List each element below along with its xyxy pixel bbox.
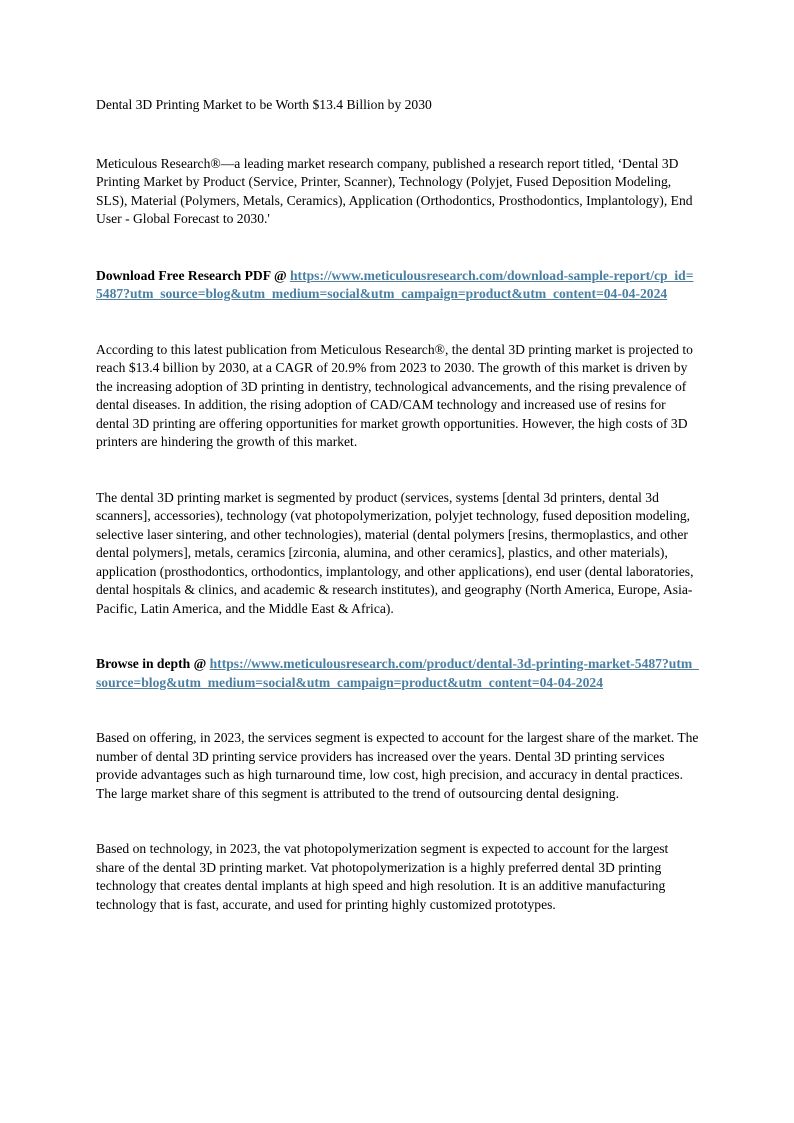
segmentation-paragraph: The dental 3D printing market is segmented by product (services, systems [dental 3d printers, dental 3d scanners], accessories), technology (vat photopolymerization, polyjet technology, fused deposition modeling, selective laser sintering, and other technologies), material (dental polymers [resins, thermoplastics, and other dental polymers], metals, ceramics [zirconia, alumina, and other ceramics], plastics, and other materials), application (prosthodontics, orthodontics, implantology, and other applications), end user (dental laboratories, dental hospitals & clinics, and academic & research institutes), and geography (North America, Europe, Asia-Pacific, Latin America, and the Middle East & Africa). [96, 489, 694, 616]
market-overview-paragraph: According to this latest publication from Meticulous Research®, the dental 3D printing market is projected to reach $13.4 billion by 2030, at a CAGR of 20.9% from 2023 to 2030. The growth of this market is driven by the increasing adoption of 3D printing in dentistry, technological advancements, and the rising prevalence of dental diseases. In addition, the rising adoption of CAD/CAM technology and increased use of resins for dental 3D printing are offering opportunities for market growth opportunities. However, the high costs of 3D printers are hindering the growth of this market. [96, 341, 693, 449]
product-report-link[interactable]: https://www.meticulousresearch.com/product/dental-3d-printing-market-5487?utm_source=blog&utm_medium=social&utm_campaign=product&utm_content=04-04-2024 [96, 656, 699, 690]
browse-label: Browse in depth @ [96, 656, 210, 671]
document-page [96, 96, 700, 914]
download-pdf-label: Download Free Research PDF @ [96, 267, 290, 283]
download-sample-link[interactable]: https://www.meticulousresearch.com/download-sample-report/cp_id=5487?utm_source=blog&utm_medium=social&utm_campaign=product&utm_content=04-04-2024 [96, 267, 694, 301]
offering-paragraph: Based on offering, in 2023, the services segment is expected to account for the largest share of the market. The number of dental 3D printing service providers has increased over the years. Dental 3D printing services provide advantages such as high turnaround time, low cost, high precision, and accuracy in dental practices. The large market share of this segment is attributed to the trend of outsourcing dental designing. [96, 730, 699, 801]
browse-in-depth-line [96, 655, 700, 692]
document-title: Dental 3D Printing Market to be Worth $13.4 Billion by 2030 [96, 97, 432, 112]
download-pdf-line [96, 267, 700, 304]
intro-paragraph: Meticulous Research®—a leading market research company, published a research report titled, ‘Dental 3D Printing Market by Product (Service, Printer, Scanner), Technology (Polyjet, Fused Deposition Modeling, SLS), Material (Polymers, Metals, Ceramics), Application (Orthodontics, Prosthodontics, Implantology), End User - Global Forecast to 2030.' [96, 155, 693, 226]
technology-paragraph: Based on technology, in 2023, the vat photopolymerization segment is expected to account for the largest share of the dental 3D printing market. Vat photopolymerization is a highly preferred dental 3D printing technology that creates dental implants at high speed and high resolution. It is an additive manufacturing technology that is fast, accurate, and used for printing highly customized prototypes. [96, 841, 669, 912]
